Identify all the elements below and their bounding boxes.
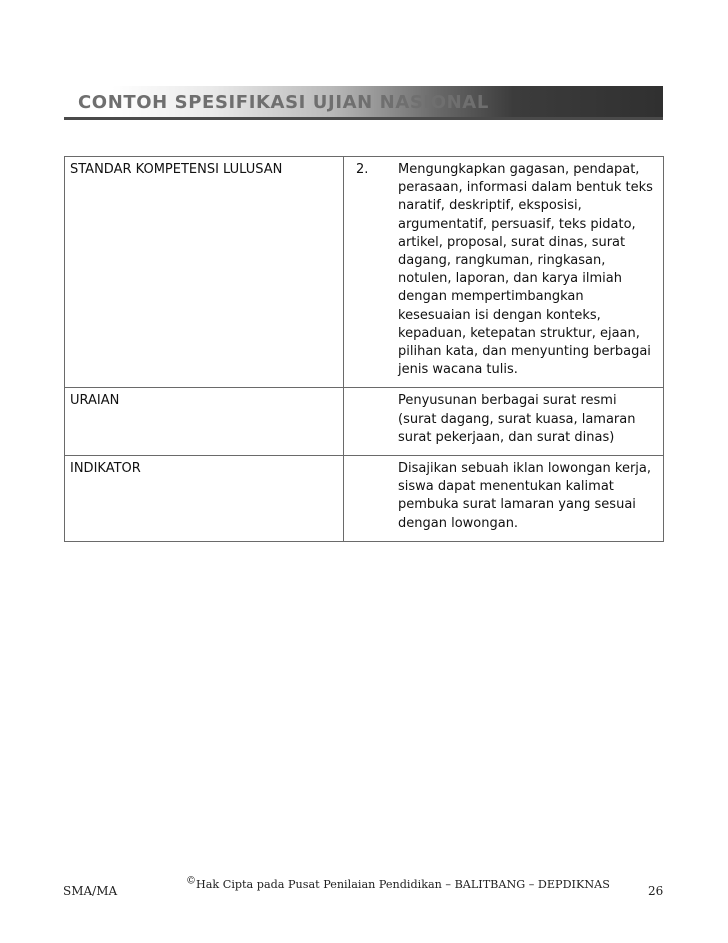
item-number: 2. [356, 162, 369, 177]
section-title: CONTOH SPESIFIKASI UJIAN NASIONAL [78, 92, 489, 113]
section-header-bar [64, 86, 663, 120]
item-number [356, 392, 398, 447]
row-content-cell [344, 456, 664, 542]
footer-copyright-notice [186, 875, 610, 891]
footer-copyright-text: Hak Cipta pada Pusat Penilaian Pendidikan – BALITBANG – DEPDIKNAS [196, 878, 610, 891]
footer-school-level: SMA/MA [63, 884, 118, 898]
copyright-symbol: © [186, 875, 196, 887]
specification-table [64, 156, 664, 542]
row-label-cell [65, 388, 344, 456]
item-number [356, 460, 398, 533]
row-label-cell [65, 157, 344, 388]
page-number: 26 [648, 884, 664, 898]
row-content-cell [344, 388, 664, 456]
row-content-text: Disajikan sebuah iklan lowongan kerja, siswa dapat menentukan kalimat pembuka surat lamaran yang sesuai dengan lowongan. [398, 461, 652, 531]
table-row-standar-kompetensi [65, 157, 664, 388]
row-label: INDIKATOR [70, 461, 141, 477]
row-label: STANDAR KOMPETENSI LULUSAN [70, 162, 283, 177]
row-label-cell [65, 456, 344, 542]
row-content-cell [344, 157, 664, 388]
row-content-text: Mengungkapkan gagasan, pendapat, perasaan, informasi dalam bentuk teks naratif, deskriptif, eksposisi, argumentatif, persuasif, teks pidato, artikel, proposal, surat dinas, surat dagang, rangkuman, ringkasan, notulen, laporan, dan karya ilmiah dengan mempertimbangkan kesesuaian isi dengan konteks, kepaduan, ketepatan struktur, ejaan, pilihan kata, dan menyunting berbagai jenis wacana tulis. [398, 162, 653, 378]
row-label: URAIAN [70, 393, 120, 409]
row-content-text: Penyusunan berbagai surat resmi (surat dagang, surat kuasa, lamaran surat pekerjaan, dan surat dinas) [398, 393, 636, 445]
table-row-uraian [65, 388, 664, 456]
table-row-indikator [65, 456, 664, 542]
